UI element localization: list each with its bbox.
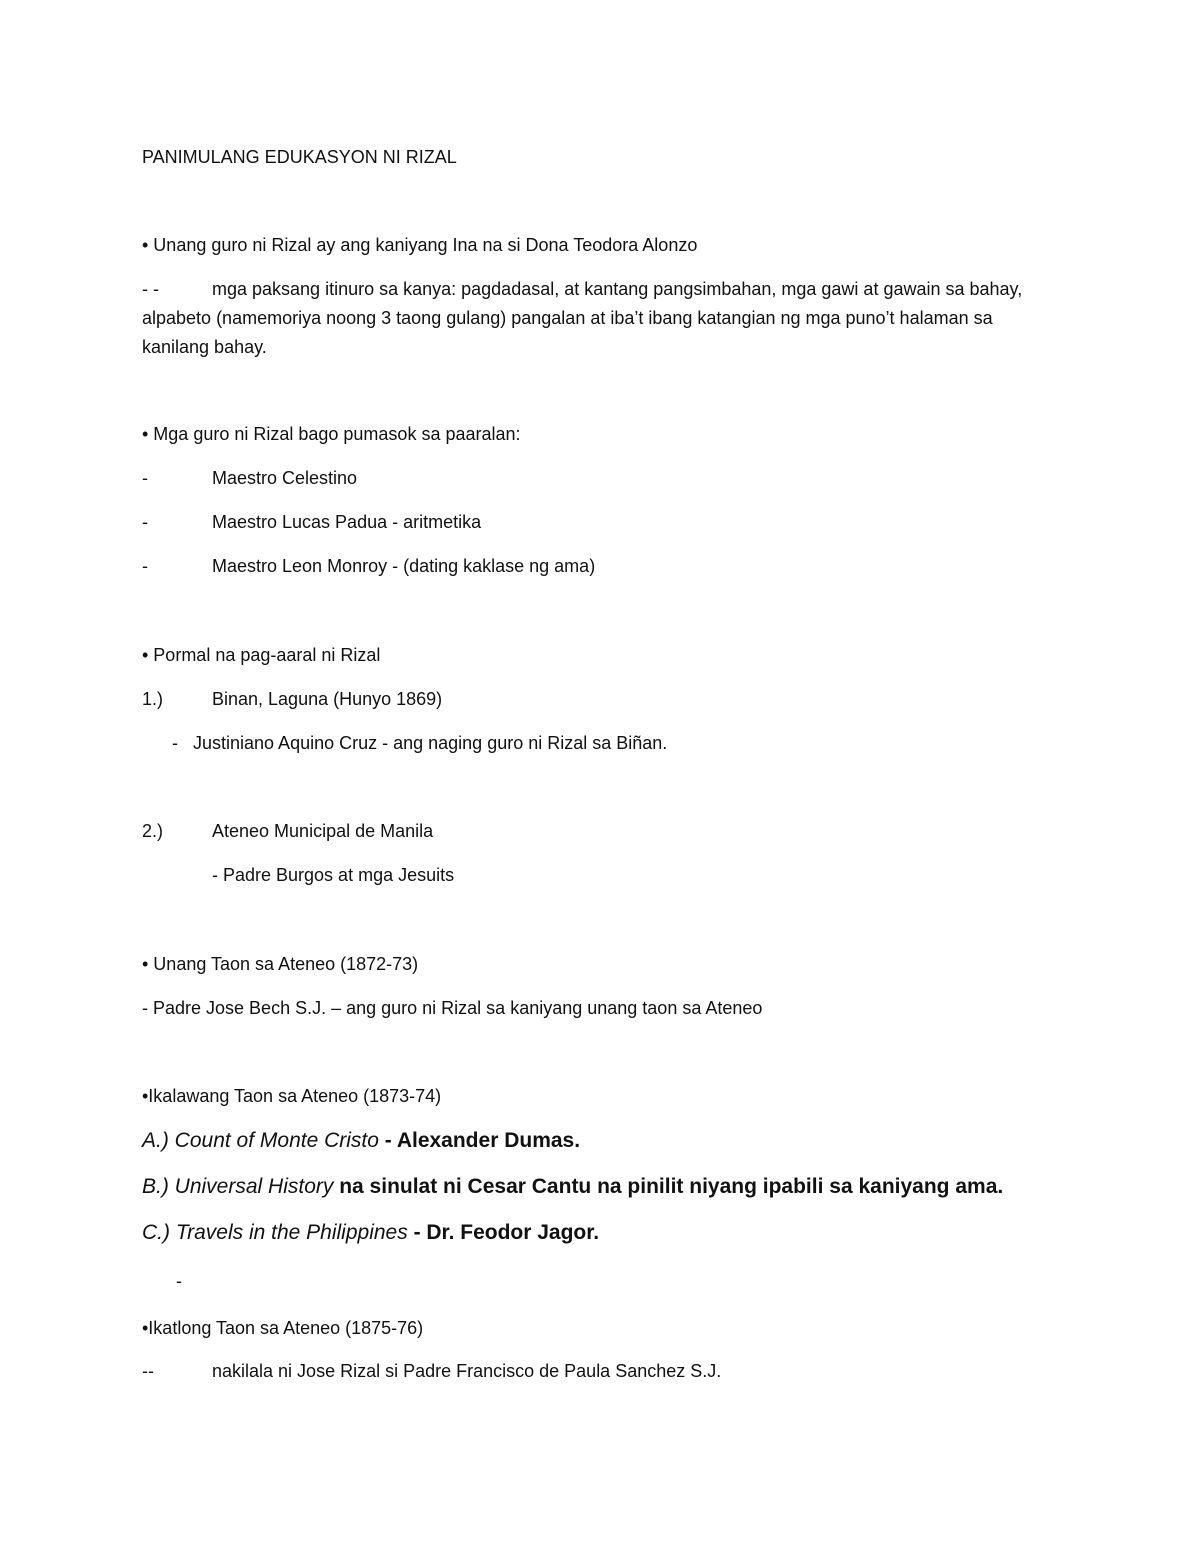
- list-marker: --: [142, 1361, 154, 1381]
- list-item: Ateneo Municipal de Manila: [212, 821, 434, 841]
- section-heading: • Unang Taon sa Ateneo (1872-73): [142, 954, 419, 974]
- trailing-dash: -: [176, 1271, 182, 1291]
- list-item: nakilala ni Jose Rizal si Padre Francisco de Paula Sanchez S.J.: [212, 1361, 722, 1381]
- book-author: - Alexander Dumas.: [378, 1129, 581, 1152]
- list-marker: 2.): [142, 821, 164, 841]
- section-heading: • Unang guro ni Rizal ay ang kaniyang Ina na si Dona Teodora Alonzo: [142, 235, 698, 255]
- book-item: [142, 1128, 580, 1154]
- list-item: Maestro Celestino: [212, 468, 358, 488]
- sub-item: - Justiniano Aquino Cruz - ang naging guro ni Rizal sa Biñan.: [172, 733, 668, 753]
- book-item: [142, 1220, 599, 1246]
- list-item: Maestro Lucas Padua - aritmetika: [212, 512, 482, 532]
- book-label: B.): [142, 1175, 175, 1198]
- section-heading: •Ikalawang Taon sa Ateneo (1873-74): [142, 1086, 442, 1106]
- section-heading: • Pormal na pag-aaral ni Rizal: [142, 645, 381, 665]
- book-title: Universal History: [174, 1175, 334, 1198]
- section-paragraph: [142, 275, 1052, 362]
- list-marker: -: [142, 512, 148, 532]
- section-heading: • Mga guro ni Rizal bago pumasok sa paaralan:: [142, 424, 521, 444]
- paragraph-marker: - -: [142, 279, 159, 299]
- document-title: PANIMULANG EDUKASYON NI RIZAL: [142, 147, 457, 167]
- list-item: Maestro Leon Monroy - (dating kaklase ng ama): [212, 556, 596, 576]
- book-author: - Dr. Feodor Jagor.: [407, 1221, 600, 1244]
- list-item: Binan, Laguna (Hunyo 1869): [212, 689, 443, 709]
- book-item: [142, 1174, 1003, 1200]
- book-label: A.): [142, 1129, 175, 1152]
- list-marker: -: [142, 468, 148, 488]
- paragraph-text: mga paksang itinuro sa kanya: pagdadasal, at kantang pangsimbahan, mga gawi at gawain sa bahay, alpabeto (namemoriya noong 3 taong gulang) pangalan at iba’t ibang katangian ng mga puno’t halaman sa kanilang bahay.: [142, 279, 1023, 357]
- section-line: - Padre Jose Bech S.J. – ang guro ni Rizal sa kaniyang unang taon sa Ateneo: [142, 998, 763, 1018]
- sub-item: - Padre Burgos at mga Jesuits: [212, 865, 455, 885]
- book-author: na sinulat ni Cesar Cantu na pinilit niyang ipabili sa kaniyang ama.: [333, 1175, 1004, 1198]
- list-marker: 1.): [142, 689, 164, 709]
- book-label: C.): [142, 1221, 176, 1244]
- section-heading: •Ikatlong Taon sa Ateneo (1875-76): [142, 1318, 424, 1338]
- book-title: Travels in the Philippines: [175, 1221, 408, 1244]
- list-marker: -: [142, 556, 148, 576]
- book-title: Count of Monte Cristo: [174, 1129, 379, 1152]
